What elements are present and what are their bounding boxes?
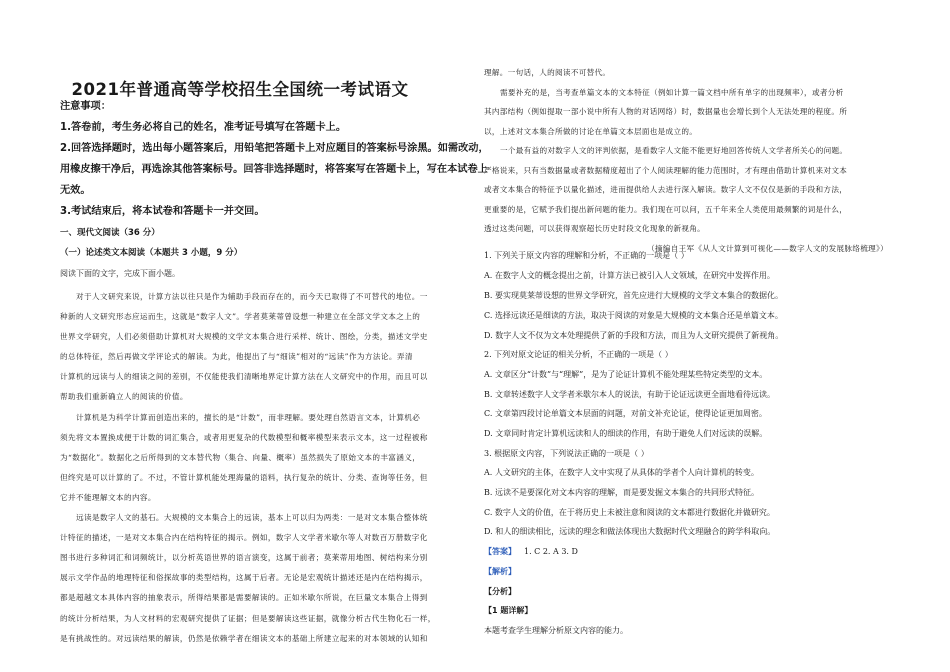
passage-line: 需要补充的是，当考查单篇文本的文本特征（例如计算一篇文档中所有单字的出现频率），或者分析 — [500, 87, 844, 97]
passage-right — [484, 63, 896, 258]
option-line: A. 人文研究的主体，在数字人文中实现了从具体的学者个人向计算机的转变。 — [484, 468, 759, 477]
notice-item: 2.回答选择题时，选出每小题答案后，用铅笔把答题卡上对应题目的答案标号涂黑。如需改动， — [60, 143, 489, 154]
passage-line: 或者文本集合的特征予以量化描述，进而提供给人去进行深入解读。数字人文不仅仅是新的手段和方法， — [484, 185, 848, 194]
option-line: C. 选择远读还是细读的方法，取决于阅读的对象是大规模的文本集合还是单篇文本。 — [484, 311, 783, 320]
notice-item: 无效。 — [60, 185, 91, 196]
option-line: D. 和人的细读相比，远读的理念和做法体现出大数据时代文理融合的跨学科取向。 — [484, 527, 776, 536]
notice-item: 用橡皮擦干净后，再选涂其他答案标号。回答非选择题时，将答案写在答题卡上，写在本试卷上 — [60, 164, 488, 175]
option-line: A. 在数字人文的概念提出之前，计算方法已被引入人文领域，在研究中发挥作用。 — [484, 271, 775, 280]
passage-line: 以，上述对文本集合所做的讨论在单篇文本层面也是成立的。 — [484, 126, 698, 136]
explain-label: 【解析】 — [484, 567, 516, 576]
passage-line: 它并不能理解文本的内容。 — [60, 492, 156, 502]
option-line: D. 文章同时肯定计算机远读和人的细读的作用，有助于避免人们对远读的误解。 — [484, 429, 768, 438]
analysis-label: 【分析】 — [484, 587, 516, 596]
passage-line: 对于人文研究来说，计算方法以往只是作为辅助手段而存在的，而今天已取得了不可替代的地位。一 — [76, 292, 428, 301]
question-line: 2. 下列对原文论证的相关分析，不正确的一项是（ ） — [484, 350, 673, 359]
option-line: B. 远读不是要深化对文本内容的理解，而是要发掘文本集合的共同形式特征。 — [484, 488, 759, 497]
passage-line: 透过这类问题，可以获得观察超长历史时段文化现象的新视角。 — [484, 224, 706, 233]
passage-line: 计算机的远读与人的细读之间的差别，不仅能使我们清晰地界定计算方法在人文研究中的作用，而且可以 — [60, 372, 428, 382]
passage-line: 其内部结构（例如提取一部小说中所有人物的对话网络）时，数据量也会增长到个人无法处理的程度。所 — [484, 107, 848, 116]
source-note: （摘编自王军《从人文计算到可视化——数字人文的发展脉络梳理》） — [647, 243, 888, 253]
passage-line: 是有挑战性的。对远读结果的解读，仍然是依赖学者在细读文本的基础上所建立起来的对本领域的认知和 — [60, 633, 428, 643]
passage-line: 须先将文本置换成便于计数的词汇集合，或者用更复杂的代数模型和概率模型来表示文本，这一过程被称 — [60, 432, 428, 442]
passage-line: 计特征的描述，一是对文本集合内在结构特征的揭示。例如，数字人文学者米歇尔等人对数百万册数字化 — [60, 533, 428, 543]
answer-value: 1. C 2. A 3. D — [524, 547, 578, 556]
passage-line: 的总体特征，然后再做文学评论式的解读。为此，他提出了与“细读”相对的“远读”作为方法论。弄清 — [60, 352, 413, 362]
exam-title: 2021年普通高等学校招生全国统一考试语文 — [71, 80, 409, 99]
passage-line: 世界文学研究，人们必须借助计算机对大规模的文学文本集合进行采样、统计、图绘，分类，描述文学史 — [60, 332, 428, 342]
passage-line: 的统计分析结果，为人文材料的宏观研究提供了证据；但是要解读这些证据，就像分析古代生物化石一样， — [60, 613, 436, 623]
option-line: B. 文章转述数字人文学者米歇尔本人的说法，有助于论证远读更全面地看待远读。 — [484, 390, 775, 399]
detail-label: 【1 题详解】 — [484, 606, 533, 615]
passage-line: 帮助我们重新确立人的阅读的价值。 — [60, 392, 188, 402]
passage-line: 展示文学作品的地理特征和俗探故事的类型结构，这属于后者。无论是宏观统计描述还是内在结构揭示， — [60, 573, 428, 583]
option-line: A. 文章区分“计数”与“理解”，是为了论证计算机不能处理某些特定类型的文本。 — [484, 370, 768, 379]
passage-line: 种新的人文研究形态应运而生，这就是“数字人文”。学者莫莱蒂曾设想一种建立在全部文学文本之上的 — [60, 312, 421, 322]
detail-text: 本题考查学生理解分析原文内容的能力。 — [484, 626, 628, 635]
option-line: C. 文章第四段讨论单篇文本层面的问题，对前文补充论证，使得论证更加周密。 — [484, 409, 767, 418]
option-line: C. 数字人文的价值，在于将历史上未被注意和阅读的文本都进行数据化并做研究。 — [484, 508, 775, 517]
passage-left — [60, 287, 472, 649]
answer-line — [484, 542, 578, 562]
passage-line: 更重要的是，它赋予我们提出新问题的能力。我们现在可以问，五千年来全人类使用最频繁的词是什么， — [484, 204, 848, 214]
question-line: 1. 下列关于原文内容的理解和分析，不正确的一项是（ ） — [484, 251, 689, 260]
passage-line: 为“数据化”。数据化之后所得到的文本替代物（集合、向量、概率）虽然损失了原始文本的丰富涵义， — [60, 452, 421, 462]
passage-line: 一个最有益的对数字人文的评判依据，是看数字人文能不能更好地回答传统人文学者所关心的问题。 — [500, 146, 848, 155]
notice-item: 1.答卷前，考生务必将自己的姓名，准考证号填写在答题卡上。 — [60, 122, 347, 133]
notice-heading: 注意事项： — [60, 101, 111, 112]
option-line: D. 数字人文不仅为文本处理提供了新的手段和方法，而且为人文研究提供了新视角。 — [484, 331, 784, 340]
notice-item: 3.考试结束后，将本试卷和答题卡一并交回。 — [60, 206, 265, 217]
reading-instruction: 阅读下面的文字，完成下面小题。 — [60, 269, 180, 278]
subsection-heading: （一）论述类文本阅读（本题共 3 小题，9 分） — [60, 248, 243, 258]
question-line: 3. 根据原文内容，下列说法正确的一项是（ ） — [484, 449, 649, 458]
passage-line: 计算机是为科学计算而创造出来的，擅长的是“计数”，而非理解。要处理自然语言文本，计算机必 — [76, 412, 421, 422]
section-heading: 一、现代文阅读（36 分） — [60, 228, 160, 238]
answer-label: 【答案】 — [484, 547, 516, 556]
option-line: B. 要实现莫莱蒂设想的世界文学研究，首先应进行大规模的文学文本集合的数据化。 — [484, 291, 783, 300]
passage-line: 但终究是可以计算的了。不过，不管计算机能处理海量的语料，执行复杂的统计、分类、查询等任务，但 — [60, 472, 428, 482]
passage-line: 远读是数字人文的基石。大规模的文本集合上的远读，基本上可以归为两类：一是对文本集合整体统 — [76, 513, 428, 523]
passage-line: 图书进行多种词汇和词频统计，以分析英语世界的语言演变，这属于前者；莫莱蒂用地图、树结构来分别 — [60, 553, 428, 563]
passage-line: 都是超越文本具体内容的抽象表示，所得结果都是需要解读的。正如米歇尔所说，在巨量文本集合上得到 — [60, 593, 428, 603]
passage-line: 理解。一句话，人的阅读不可替代。 — [484, 68, 611, 77]
passage-line: 严格说来，只有当数据量或者数据精度超出了个人阅读理解的能力范围时，才有理由借助计算机来对文本 — [484, 165, 848, 175]
